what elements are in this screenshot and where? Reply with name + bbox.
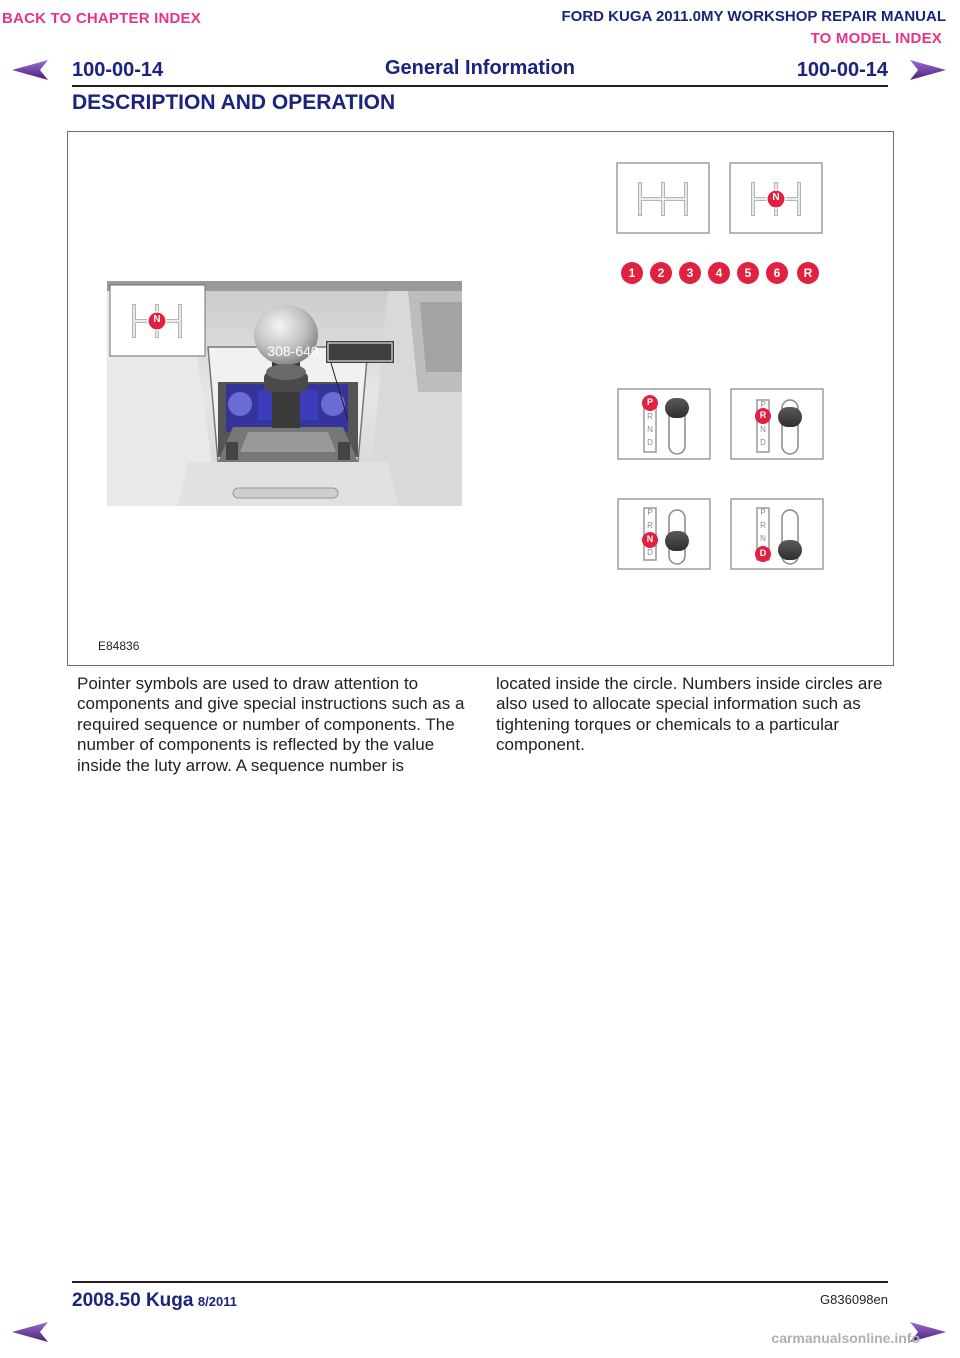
auto-selector-r — [731, 389, 823, 459]
auto-d-active: D — [759, 548, 767, 558]
page-number-right: 100-00-14 — [796, 59, 888, 81]
figure-illustration — [68, 132, 893, 665]
gear-badge-label-1: 1 — [628, 266, 636, 280]
auto-r-n: N — [760, 425, 766, 434]
footer-model-date — [72, 1290, 237, 1312]
gear-badge-label-4: 4 — [715, 266, 723, 280]
inset-gate-n-label: N — [153, 314, 161, 325]
footer-code: G836098en — [820, 1292, 888, 1307]
tool-label-tag — [326, 341, 394, 363]
gate-n-label: N — [772, 192, 780, 203]
auto-selector-n — [618, 499, 710, 569]
auto-n-p: P — [647, 508, 653, 517]
auto-p-d: D — [647, 438, 653, 447]
figure-id: E84836 — [98, 639, 140, 653]
body-text-column-2: located inside the circle. Numbers inside circles are also used to allocate special information such as tightening torques or chemicals to a particular component. — [496, 674, 883, 755]
auto-p-r: R — [647, 412, 653, 421]
to-model-index-link[interactable]: TO MODEL INDEX — [810, 30, 942, 47]
gear-badge-label-6: 6 — [773, 266, 781, 280]
auto-p-active: P — [646, 397, 653, 407]
back-to-chapter-index-link[interactable]: BACK TO CHAPTER INDEX — [2, 10, 201, 27]
auto-n-r: R — [647, 521, 653, 530]
gear-badge-label-2: 2 — [657, 266, 665, 280]
auto-d-n: N — [760, 534, 766, 543]
gear-badge-label-r: R — [803, 266, 813, 280]
auto-selector-p — [618, 389, 710, 459]
bottom-previous-arrow-icon[interactable] — [10, 1320, 50, 1344]
auto-r-d: D — [760, 438, 766, 447]
tool-number-label: 308-640 — [267, 343, 319, 359]
footer-date: 8/2011 — [197, 1294, 237, 1309]
header-rule — [72, 85, 888, 87]
section-title: DESCRIPTION AND OPERATION — [72, 91, 396, 114]
auto-r-active: R — [759, 410, 767, 420]
footer-rule — [72, 1281, 888, 1283]
auto-d-p: P — [760, 508, 766, 517]
body-text-column-1: Pointer symbols are used to draw attention to components and give special instructions such as a required sequence or number of components. The number of components is reflected by the value inside the luty arrow. A sequence number is — [77, 674, 465, 775]
auto-n-d: D — [647, 548, 653, 557]
page-title: General Information — [384, 57, 576, 79]
figure-frame — [67, 131, 894, 666]
auto-d-r: R — [760, 521, 766, 530]
footer-model: 2008.50 Kuga — [72, 1290, 194, 1311]
manual-title: FORD KUGA 2011.0MY WORKSHOP REPAIR MANUAL — [561, 8, 946, 25]
auto-selector-d — [731, 499, 823, 569]
shift-gate-plain — [617, 163, 709, 233]
gear-badge-label-3: 3 — [686, 266, 694, 280]
gear-badge-label-5: 5 — [744, 266, 752, 280]
auto-n-active: N — [646, 534, 654, 544]
watermark: carmanualsonline.info — [771, 1330, 920, 1346]
page-number-left: 100-00-14 — [72, 59, 164, 81]
auto-p-n: N — [647, 425, 653, 434]
auto-r-p: P — [760, 400, 766, 409]
